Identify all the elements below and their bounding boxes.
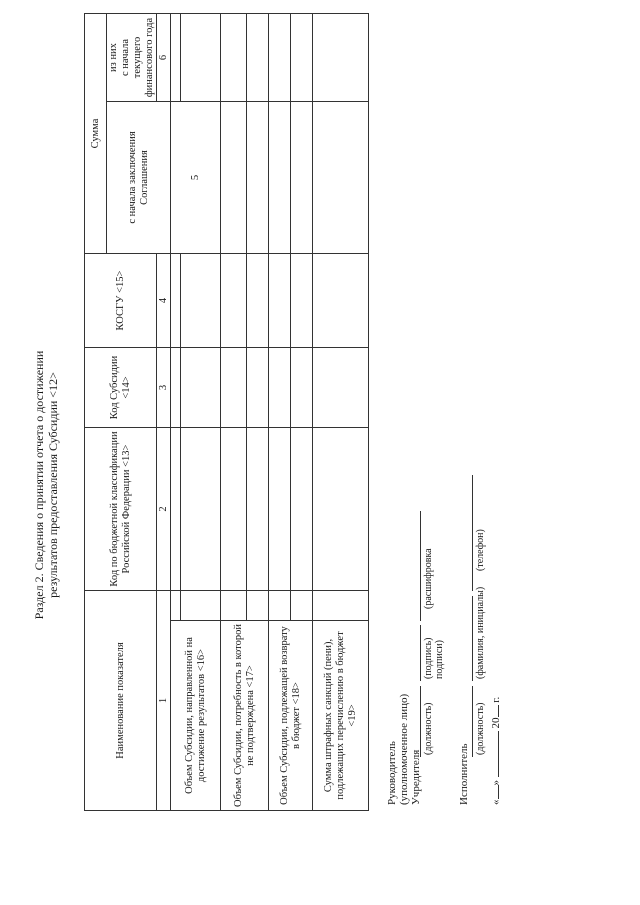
col-number-4: 4: [157, 254, 171, 348]
executor-name-line: [472, 596, 473, 681]
date-month-blank: [498, 731, 499, 777]
cell: [181, 254, 221, 348]
cell: [313, 102, 369, 254]
header-sum: Сумма: [85, 14, 107, 254]
cell: [221, 102, 247, 254]
cell: [291, 348, 313, 428]
executor-name-caption: (фамилия, инициалы): [475, 586, 486, 679]
cell: [247, 254, 269, 348]
cell: [247, 102, 269, 254]
cell: [247, 348, 269, 428]
cell: [221, 591, 247, 621]
header-budget-code: Код по бюджетной классификации Российской Федерации <13>: [85, 428, 157, 591]
date-day-blank: [498, 786, 499, 800]
executor-label: Исполнитель: [458, 743, 470, 805]
col-number-3: 3: [157, 348, 171, 428]
col-number-5: 5: [189, 174, 201, 181]
row-refund-label: Объем Субсидии, подлежащей возврату в бюджет <18>: [269, 621, 313, 811]
row-penalty-label: Сумма штрафных санкций (пени), подлежащих перечислению в бюджет <19>: [313, 621, 369, 811]
head-signature-caption-line2: подписи): [434, 640, 445, 679]
cell: [181, 14, 221, 102]
head-signature-caption: [423, 637, 445, 679]
head-label: [386, 665, 422, 805]
cell: [181, 591, 221, 621]
section-title-line2: результатов предоставления Субсидии <12>: [46, 372, 60, 598]
number-5-cell: [171, 102, 221, 254]
header-of-them: [107, 14, 157, 102]
cell: [181, 428, 221, 591]
date-year-prefix: 20: [490, 717, 502, 729]
cell: [221, 254, 247, 348]
cell: [171, 254, 181, 348]
header-since-agreement: с начала заключения Соглашения: [107, 102, 171, 254]
cell: [313, 591, 369, 621]
date-close-quote: »: [490, 780, 502, 786]
head-position-line: [420, 686, 421, 757]
cell: [247, 591, 269, 621]
header-indicator: Наименование показателя: [85, 591, 157, 811]
cell: [269, 254, 291, 348]
cell: [313, 348, 369, 428]
cell: [221, 428, 247, 591]
head-signature-line: [420, 625, 421, 681]
head-label-line1: Руководитель: [386, 741, 398, 805]
date-year-blank: [498, 706, 499, 718]
executor-phone-line: [472, 475, 473, 591]
header-kosgu: КОСГУ <15>: [85, 254, 157, 348]
cell: [313, 254, 369, 348]
head-position-caption: (должность): [423, 702, 434, 755]
head-label-line3: Учредителя: [410, 749, 422, 805]
section-title: [32, 185, 60, 785]
cell: [247, 14, 269, 102]
header-since-year: с начала текущего финансового года: [119, 17, 155, 98]
cell: [221, 14, 247, 102]
date-open-quote: «: [490, 799, 502, 805]
col-number-1: 1: [157, 591, 171, 811]
executor-position-line: [472, 686, 473, 757]
cell: [291, 254, 313, 348]
header-of-them-label: из них: [107, 43, 119, 72]
col-number-6: 6: [157, 14, 171, 102]
cell: [269, 102, 291, 254]
row-achievement-label: Объем Субсидии, направленной на достижение результатов <16>: [171, 621, 221, 811]
cell: [269, 591, 291, 621]
date-field: [490, 697, 502, 805]
cell: [221, 348, 247, 428]
cell: [313, 428, 369, 591]
cell: [269, 428, 291, 591]
cell: [291, 428, 313, 591]
col-number-2: 2: [157, 428, 171, 591]
cell: [291, 591, 313, 621]
section-title-line1: Раздел 2. Сведения о принятии отчета о достижении: [32, 350, 46, 620]
cell: [171, 348, 181, 428]
head-decoding-caption: (расшифровка: [423, 548, 434, 609]
executor-position-caption: (должность): [475, 702, 486, 755]
cell: [171, 14, 181, 102]
head-signature-caption-line1: (подпись): [423, 637, 434, 679]
cell: [171, 428, 181, 591]
cell: [313, 14, 369, 102]
head-decoding-line: [420, 511, 421, 621]
cell: [171, 591, 181, 621]
header-subsidy-code: Код Субсидии <14>: [85, 348, 157, 428]
cell: [181, 348, 221, 428]
cell: [291, 102, 313, 254]
date-year-suffix: г.: [490, 696, 502, 703]
executor-phone-caption: (телефон): [475, 529, 486, 571]
cell: [269, 348, 291, 428]
report-table: [84, 13, 369, 811]
cell: [247, 428, 269, 591]
row-unconfirmed-label: Объем Субсидии, потребность в которой не подтверждена <17>: [221, 621, 269, 811]
head-label-line2: (уполномоченное лицо): [398, 693, 410, 805]
cell: [269, 14, 291, 102]
cell: [291, 14, 313, 102]
